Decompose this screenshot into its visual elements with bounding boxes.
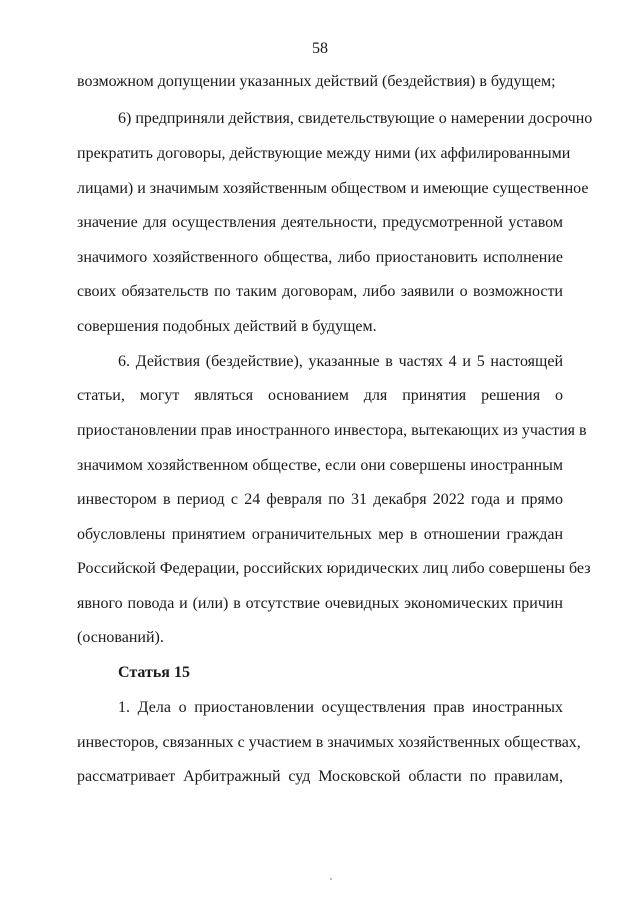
text-line: 6) предприняли действия, свидетельствующие о намерении досрочно bbox=[118, 110, 593, 127]
text-line: значение для осуществления деятельности, предусмотренной уставом bbox=[77, 214, 563, 231]
text-line: прекратить договоры, действующие между ними (их аффилированными bbox=[77, 145, 571, 162]
text-line: возможном допущении указанных действий (бездействия) в будущем; bbox=[77, 73, 556, 90]
text-line: инвесторов, связанных с участием в значимых хозяйственных обществах, bbox=[77, 734, 581, 751]
text-line: инвестором в период с 24 февраля по 31 декабря 2022 года и прямо bbox=[77, 491, 563, 508]
text-line: статьи, могут являться основанием для принятия решения о bbox=[77, 387, 563, 404]
text-line: Российской Федерации, российских юридических лиц либо совершены без bbox=[77, 560, 591, 577]
article-heading: Статья 15 bbox=[118, 664, 190, 681]
text-line: 6. Действия (бездействие), указанные в частях 4 и 5 настоящей bbox=[118, 353, 563, 370]
text-line: своих обязательств по таким договорам, либо заявили о возможности bbox=[77, 283, 563, 300]
scan-speck bbox=[330, 878, 332, 880]
text-line: лицами) и значимым хозяйственным обществом и имеющие существенное bbox=[77, 180, 589, 197]
text-line: приостановлении прав иностранного инвестора, вытекающих из участия в bbox=[77, 422, 587, 439]
text-line: явного повода и (или) в отсутствие очевидных экономических причин bbox=[77, 595, 563, 612]
text-line: значимом хозяйственном обществе, если они совершены иностранным bbox=[77, 457, 563, 474]
text-line: рассматривает Арбитражный суд Московской области по правилам, bbox=[77, 768, 563, 785]
text-line: обусловлены принятием ограничительных мер в отношении граждан bbox=[77, 526, 563, 543]
text-line: совершения подобных действий в будущем. bbox=[77, 318, 377, 335]
text-line: 1. Дела о приостановлении осуществления прав иностранных bbox=[118, 699, 563, 716]
page-number: 58 bbox=[312, 40, 328, 57]
text-line: (оснований). bbox=[77, 629, 164, 646]
text-line: значимого хозяйственного общества, либо приостановить исполнение bbox=[77, 249, 563, 266]
